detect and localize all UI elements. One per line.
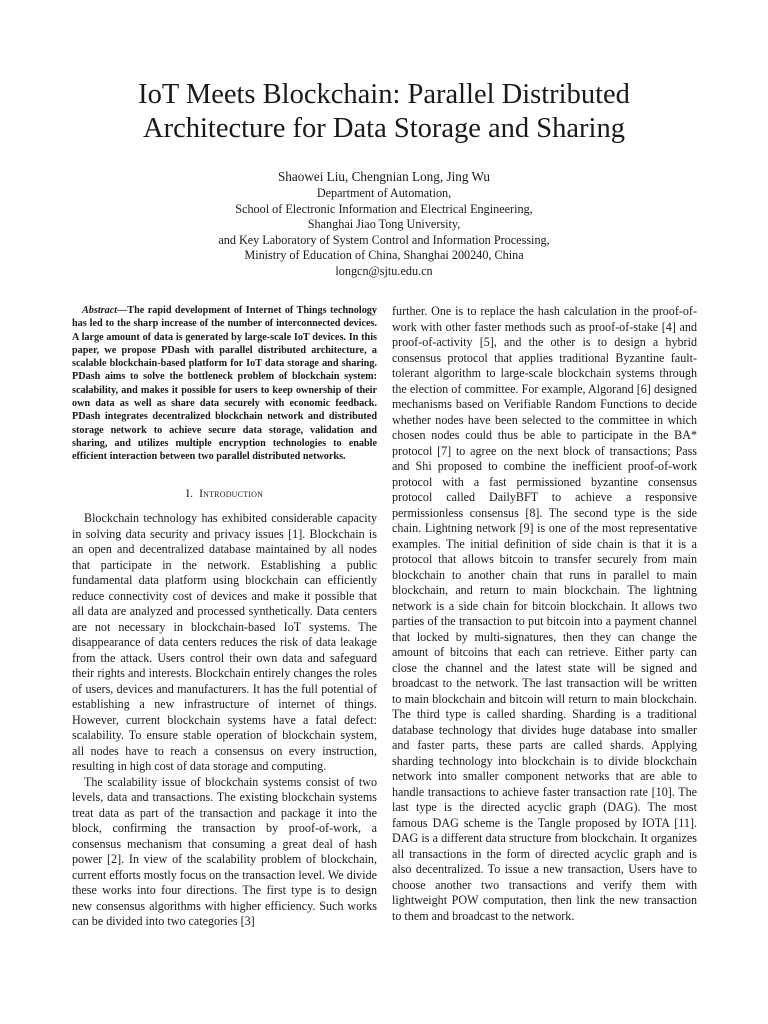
abstract-body: —The rapid development of Internet of Things technology has led to the sharp increase of the number of interconnected devices. A large amount of data is generated by large-scale IoT devices. In this paper, we propose PDash with parallel distributed architecture, a scalable blockchain-based platform for IoT data storage and sharing. PDash aims to solve the bottleneck problem of blockchain system: scalability, and makes it possible for users to keep ownership of their own data as well as share data securely with economic feedback. PDash integrates decentralized blockchain network and distributed storage network to achieve secure data storage, validation and sharing, and utilizes multiple encryption technologies to enable efficient interaction between two parallel distributed networks.	[72, 305, 377, 463]
affiliation-line-1: Department of Automation,	[316, 186, 452, 200]
affiliation-line-3: Shanghai Jiao Tong University,	[307, 217, 461, 232]
affiliation-line-4: and Key Laboratory of System Control and Information Processing,	[218, 232, 550, 247]
right-column	[392, 304, 697, 924]
affiliation-line-2: School of Electronic Information and Electrical Engineering,	[235, 201, 533, 216]
affiliation-line-5: Ministry of Education of China, Shanghai 200240, China	[244, 248, 524, 263]
author-block	[100, 168, 668, 280]
abstract	[72, 304, 377, 464]
title-line-2: Architecture for Data Storage and Sharing	[143, 113, 625, 144]
author-email: longcn@sjtu.edu.cn	[335, 263, 433, 278]
author-names: Shaowei Liu, Chengnian Long, Jing Wu	[277, 169, 491, 184]
abstract-label: Abstract	[82, 305, 118, 316]
intro-paragraph-2-continued: further. One is to replace the hash calculation in the proof-of-work with other faster methods such as proof-of-stake [4] and proof-of-activity [5], and the other is to design a hybrid consensus protocol that applies traditional Byzantine fault-tolerant algorithm to large-scale blockchain systems through the election of committee. For example, Algorand [6] designed mechanisms based on Verifiable Random Functions to decide whether nodes have been selected to the committee in which chosen nodes could thus be able to participate in the BA* protocol [7] to agree on the next block of transactions; Pass and Shi proposed to combine the inefficient proof-of-work protocol with a fast permissioned byzantine consensus protocol called DailyBFT to achieve a responsive permissionless consensus [8]. The second type is the side chain. Lightning network [9] is one of the most representative examples. The initial definition of side chain is that it is a protocol that allows bitcoin to transfer securely from main blockchain to another chain that runs in parallel to main blockchain, and return to main blockchain. The lightning network is a side chain for bitcoin blockchain. It allows two parties of the transaction to put bitcoin into a payment channel that locked by multi-signatures, then they can change the amount of bitcoins that each can retrieve. Either party can close the channel and the latest state will be signed and broadcast to the network. The last transaction will be written to main blockchain and bitcoin will return to main blockchain. The third type is called sharding. Sharding is a traditional database technology that divides huge database into smaller and faster parts, these parts are called shards. Applying sharding technology into blockchain is to divide blockchain network into smaller component networks that are able to handle transactions to achieve faster transaction rate [10]. The last type is the directed acyclic graph (DAG). The most famous DAG scheme is the Tangle proposed by IOTA [11]. DAG is a different data structure from blockchain. It organizes all transactions in the form of directed acyclic graph and is also decentralized. To issue a new transaction, Users have to choose another two transactions and verify them with lightweight POW computation, then link the new transaction to them and broadcast to the network.	[392, 304, 697, 923]
left-column	[72, 304, 377, 930]
paper-title	[40, 78, 728, 146]
title-line-1: IoT Meets Blockchain: Parallel Distributed	[138, 79, 630, 110]
section-heading-introduction	[72, 486, 377, 502]
section-name: Introduction	[199, 486, 264, 500]
section-number: I.	[185, 486, 194, 500]
intro-paragraph-2: The scalability issue of blockchain systems consist of two levels, data and transactions. The existing blockchain systems treat data as part of the transaction and package it into the block, confirming the transaction by proof-of-work, a consensus mechanism that consuming a great deal of hash power [2]. In view of the scalability problem of blockchain, current efforts mostly focus on the transaction level. We divide these works into four directions. The first type is to design new consensus algorithms with higher efficiency. Such works can be divided into two categories [3]	[72, 774, 377, 929]
intro-paragraph-1: Blockchain technology has exhibited considerable capacity in solving data security and privacy issues [1]. Blockchain is an open and decentralized database maintained by all nodes that participate in the network. Establishing a public fundamental data platform using blockchain can efficiently reduce connectivity cost of devices and make it possible that all data are analyzed and processed synthetically. Data centers are not necessary in blockchain-based IoT systems. The disappearance of data centers reduces the risk of data leakage from the attack. Users control their own data and safeguard their rights and interests. Blockchain entirely changes the roles of users, devices and manufacturers. It has the full potential of establishing a new infrastructure of internet of things. However, current blockchain systems have a fatal defect: scalability. To ensure stable operation of blockchain system, all nodes have to reach a consensus on every instruction, resulting in high cost of data storage and computing.	[72, 511, 377, 774]
